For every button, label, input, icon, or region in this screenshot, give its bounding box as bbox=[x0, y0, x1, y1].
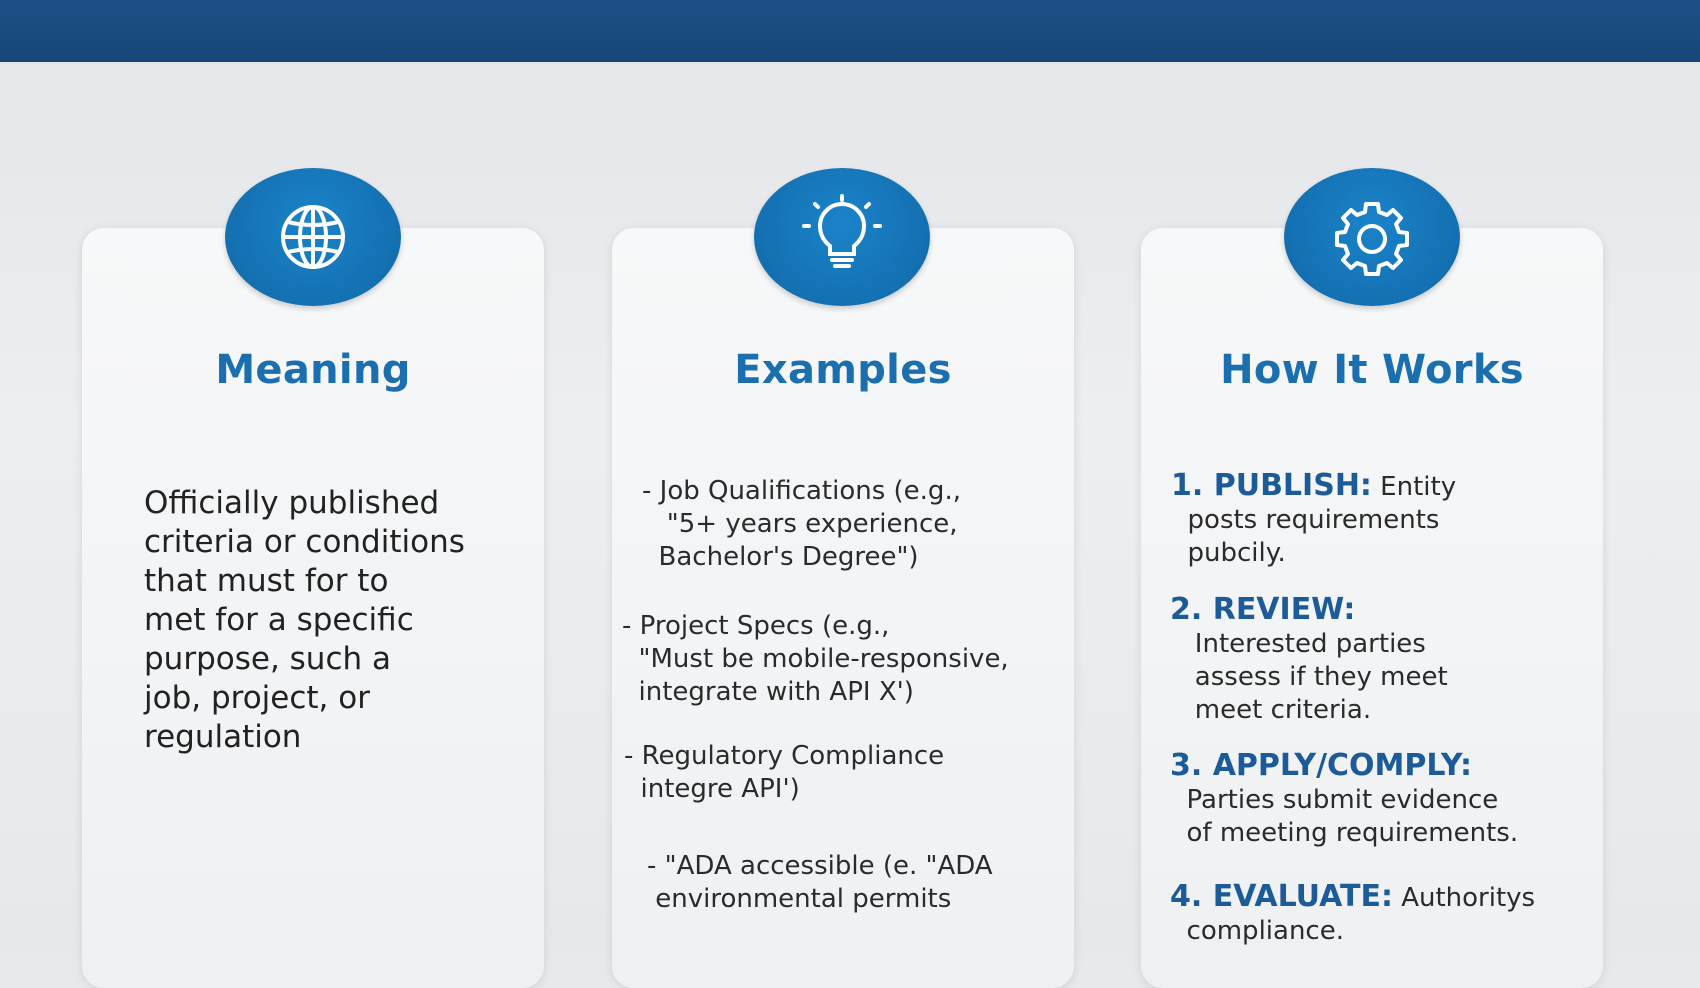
step-text: Entity posts requirements pubcily. bbox=[1187, 472, 1457, 568]
example-item-job-qualifications: - Job Qualifications (e.g., "5+ years experience, Bachelor's Degree") bbox=[642, 476, 961, 572]
step-heading: 2. REVIEW: bbox=[1170, 592, 1356, 627]
step-heading: 1. PUBLISH: bbox=[1171, 468, 1372, 503]
how-it-works-title: How It Works bbox=[1220, 347, 1524, 393]
step-review bbox=[1170, 593, 1448, 727]
step-apply-comply bbox=[1170, 749, 1518, 850]
lightbulb-icon bbox=[754, 168, 930, 306]
step-publish bbox=[1171, 469, 1456, 570]
example-item-project-specs: - Project Specs (e.g., "Must be mobile-responsive, integrate with API X') bbox=[622, 611, 1009, 707]
gear-icon bbox=[1284, 168, 1460, 306]
step-text: Parties submit evidence of meeting requirements. bbox=[1186, 785, 1519, 848]
globe-icon bbox=[225, 168, 401, 306]
example-item-regulatory-compliance: - Regulatory Compliance integre API') bbox=[624, 741, 945, 804]
step-text: Interested parties assess if they meet meet criteria. bbox=[1194, 629, 1448, 725]
meaning-description: Officially published criteria or conditions that must for to met for a specific purpose, such a job, project, or regulation bbox=[144, 485, 465, 755]
top-banner bbox=[0, 0, 1700, 62]
step-text: Authoritys compliance. bbox=[1186, 883, 1536, 946]
examples-title: Examples bbox=[734, 347, 952, 393]
meaning-title: Meaning bbox=[215, 347, 411, 393]
example-item-ada-accessible: - "ADA accessible (e. "ADA environmental permits bbox=[647, 851, 993, 914]
step-heading: 4. EVALUATE: bbox=[1170, 879, 1393, 914]
step-evaluate bbox=[1170, 880, 1535, 948]
step-heading: 3. APPLY/COMPLY: bbox=[1170, 748, 1472, 783]
